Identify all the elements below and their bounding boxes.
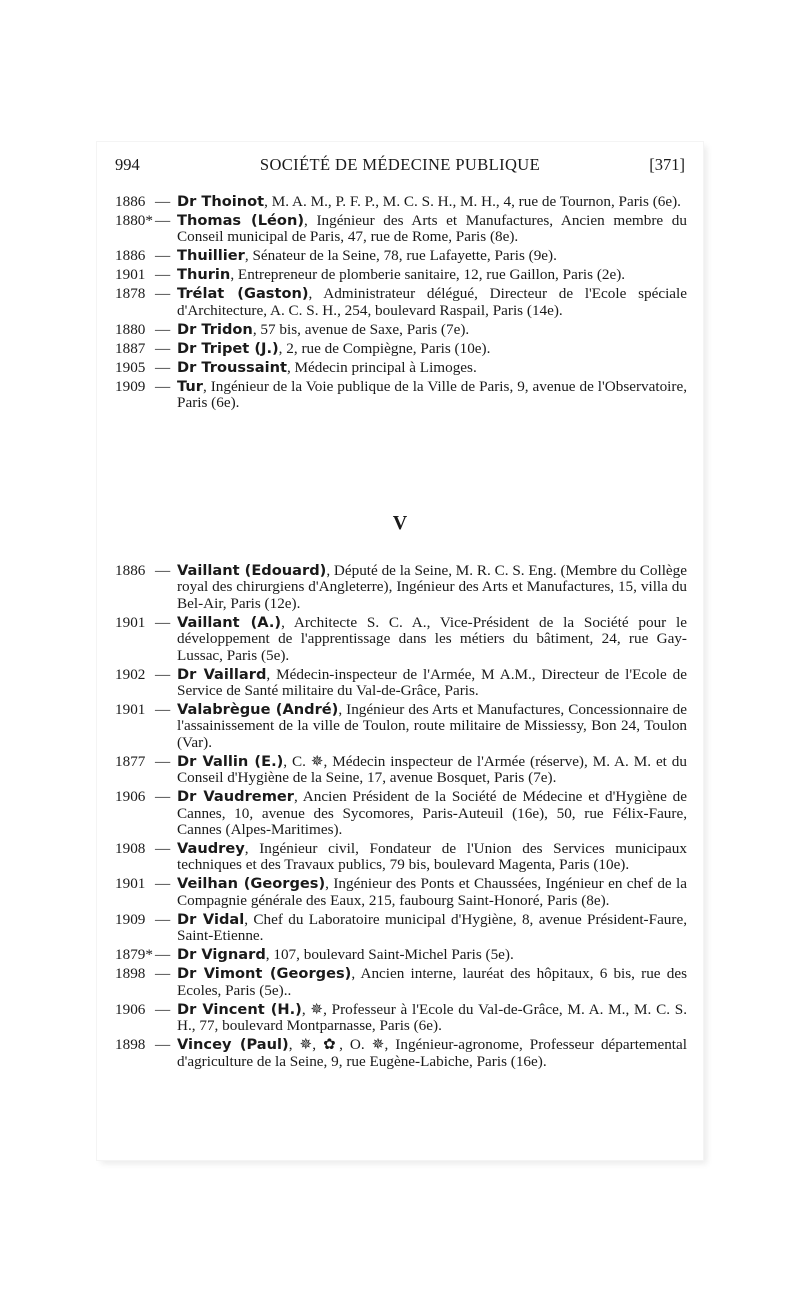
entry-year: 1908 (115, 840, 146, 858)
entry-text (177, 379, 687, 412)
entry-dash: — (155, 965, 171, 983)
member-name: Vaillant (Edouard) (177, 562, 327, 579)
member-entry (115, 563, 687, 612)
entry-dash: — (155, 358, 171, 376)
member-details: , Ingénieur de la Voie publique de la Ville de Paris, 9, avenue de l'Observatoire, Paris (6e). (177, 377, 687, 412)
member-entry (115, 341, 687, 357)
member-name: Thomas (Léon) (177, 212, 304, 229)
member-name: Dr Vincent (H.) (177, 1000, 302, 1018)
entry-dash: — (155, 665, 171, 683)
member-details: , Député de la Seine, M. R. C. S. Eng. (Membre du Collège royal des chirurgiens d'Angleterre), Ingénieur des Arts et Manufactures, 15, villa du Bel-Air, Paris (12e). (177, 562, 687, 612)
member-details: , Entrepreneur de plomberie sanitaire, 12, rue Gaillon, Paris (2e). (230, 266, 626, 284)
entry-dash: — (155, 339, 171, 357)
member-entry (115, 702, 687, 751)
member-entry (115, 912, 687, 945)
member-entry (115, 947, 687, 963)
entry-year: 1886 (115, 562, 146, 579)
member-details: , Ingénieur civil, Fondateur de l'Union des Services municipaux techniques et des Travaux publics, 79 bis, boulevard Magenta, Paris (10e). (177, 840, 687, 874)
entry-year: 1886 (115, 193, 146, 210)
member-name: Veilhan (Georges) (177, 875, 326, 893)
entry-dash: — (155, 701, 171, 719)
member-details: , Administrateur délégué, Directeur de l'Ecole spéciale d'Architecture, A. C. S. H., 254, boulevard Raspail, Paris (14e). (177, 285, 687, 319)
entry-dash: — (155, 562, 171, 579)
page-reference: [371] (649, 155, 685, 174)
member-details: , Ingénieur des Arts et Manufactures, Concessionnaire de l'assainissement de la ville de Toulon, route militaire de Missiessy, Bon 24, Toulon (Var). (177, 701, 687, 751)
member-name: Thuillier (177, 247, 245, 265)
member-name: Vaudrey (177, 840, 245, 858)
member-name: Dr Vaudremer (177, 788, 295, 806)
entry-dash: — (155, 946, 171, 964)
member-entry (115, 322, 687, 338)
entry-year: 1901 (115, 701, 146, 719)
member-entry (115, 754, 687, 787)
entry-text (177, 194, 687, 210)
entry-text (177, 966, 687, 999)
entry-text (177, 912, 687, 945)
member-name: Dr Vaillard (177, 665, 267, 683)
entry-dash: — (155, 247, 171, 265)
entry-dash: — (155, 1000, 171, 1018)
member-list-t (115, 194, 687, 414)
entry-year: 1878 (115, 285, 146, 303)
entry-text (177, 322, 687, 338)
entry-year: 1909 (115, 377, 146, 395)
entry-text (177, 1037, 687, 1070)
entry-text (177, 841, 687, 874)
member-entry (115, 286, 687, 319)
entry-year: 1906 (115, 788, 146, 806)
entry-year: 1898 (115, 965, 146, 983)
entry-dash: — (155, 285, 171, 303)
member-entry (115, 194, 687, 210)
entry-year: 1886 (115, 247, 146, 265)
member-details: , 57 bis, avenue de Saxe, Paris (7e). (252, 320, 470, 338)
entry-year: 1901 (115, 266, 146, 284)
entry-dash: — (155, 752, 171, 770)
member-entry (115, 615, 687, 664)
member-name: Dr Tridon (177, 320, 253, 338)
entry-year: 1880 (115, 320, 146, 338)
entry-year: 1898 (115, 1036, 146, 1054)
entry-text (177, 267, 687, 283)
entry-text (177, 341, 687, 357)
entry-dash: — (155, 212, 171, 229)
entry-dash: — (155, 1036, 171, 1054)
entry-text (177, 667, 687, 700)
section-letter: V (392, 512, 408, 534)
entry-text (177, 286, 687, 319)
member-entry (115, 966, 687, 999)
page-title: SOCIÉTÉ DE MÉDECINE PUBLIQUE (259, 155, 541, 174)
entry-dash: — (155, 910, 171, 928)
entry-text (177, 213, 687, 246)
entry-text (177, 248, 687, 264)
member-name: Dr Vignard (177, 946, 266, 964)
member-name: Dr Vallin (E.) (177, 752, 284, 770)
member-details: , ✵, ✿, O. ✵, Ingénieur-agronome, Professeur départemental d'agriculture de la Seine, 9, rue Eugène-Labiche, Paris (16e). (177, 1036, 687, 1070)
entry-dash: — (155, 266, 171, 284)
member-name: Dr Thoinot (177, 193, 265, 210)
entry-dash: — (155, 193, 171, 210)
member-entry (115, 248, 687, 264)
entry-year: 1902 (115, 665, 146, 683)
member-details: , Ancien interne, lauréat des hôpitaux, 6 bis, rue des Ecoles, Paris (5e).. (177, 965, 687, 999)
entry-dash: — (155, 840, 171, 858)
entry-year: 1905 (115, 358, 146, 376)
entry-dash: — (155, 788, 171, 806)
member-entry (115, 876, 687, 909)
member-name: Valabrègue (André) (177, 701, 339, 719)
member-name: Dr Troussaint (177, 358, 287, 376)
member-details: , Ingénieur des Arts et Manufactures, Ancien membre du Conseil municipal de Paris, 47, rue de Rome, Paris (8e). (177, 212, 687, 246)
entry-text (177, 702, 687, 751)
entry-year: 1880* (115, 212, 153, 229)
member-details: , Sénateur de la Seine, 78, rue Lafayette, Paris (9e). (244, 247, 557, 265)
member-entry (115, 667, 687, 700)
member-name: Trélat (Gaston) (177, 285, 309, 303)
member-details: , Médecin-inspecteur de l'Armée, M A.M., Directeur de l'Ecole de Service de Santé militaire du Val-de-Grâce, Paris. (177, 665, 687, 700)
member-details: , C. ✵, Médecin inspecteur de l'Armée (réserve), M. A. M. et du Conseil d'Hygiène de la Seine, 17, avenue Bosquet, Paris (7e). (177, 752, 687, 787)
member-details: , Ingénieur des Ponts et Chaussées, Ingénieur en chef de la Compagnie générale des Eaux, 215, faubourg Saint-Honoré, Paris (8e). (177, 875, 688, 909)
member-details: , Ancien Président de la Société de Médecine et d'Hygiène de Cannes, 10, avenue des Sycomores, Paris-Auteuil (16e), 50, rue Félix-Faure, Cannes (Alpes-Maritimes). (177, 788, 688, 839)
member-entry (115, 841, 687, 874)
member-details: , 107, boulevard Saint-Michel Paris (5e). (265, 946, 514, 964)
entry-year: 1887 (115, 339, 146, 357)
member-name: Tur (177, 377, 203, 395)
entry-text (177, 615, 687, 664)
member-name: Vaillant (A.) (177, 613, 282, 631)
member-name: Thurin (177, 266, 231, 284)
entry-year: 1901 (115, 613, 146, 631)
entry-text (177, 789, 687, 838)
entry-dash: — (155, 320, 171, 338)
entry-dash: — (155, 875, 171, 893)
member-entry (115, 213, 687, 246)
entry-year: 1909 (115, 910, 146, 928)
member-name: Dr Vimont (Georges) (177, 965, 352, 983)
member-entry (115, 267, 687, 283)
member-details: , ✵, Professeur à l'Ecole du Val-de-Grâce, M. A. M., M. C. S. H., 77, boulevard Montparnasse, Paris (6e). (177, 1000, 687, 1035)
entry-dash: — (155, 613, 171, 631)
member-entry (115, 1002, 687, 1035)
member-entry (115, 379, 687, 412)
entry-text (177, 947, 687, 963)
entry-text (177, 876, 687, 909)
member-entry (115, 789, 687, 838)
member-name: Vincey (Paul) (177, 1036, 289, 1054)
page-number: 994 (115, 155, 140, 174)
entry-text (177, 754, 687, 787)
member-name: Dr Tripet (J.) (177, 339, 279, 357)
member-entry (115, 1037, 687, 1070)
member-details: , 2, rue de Compiègne, Paris (10e). (278, 339, 491, 357)
member-name: Dr Vidal (177, 910, 245, 928)
entry-year: 1901 (115, 875, 146, 893)
member-details: , Chef du Laboratoire municipal d'Hygiène, 8, avenue Président-Faure, Saint-Etienne. (177, 910, 687, 945)
entry-text (177, 563, 687, 612)
running-header (115, 155, 685, 179)
member-details: , Médecin principal à Limoges. (286, 358, 477, 376)
entry-text (177, 360, 687, 376)
entry-year: 1879* (115, 946, 153, 964)
entry-year: 1877 (115, 752, 146, 770)
member-details: , Architecte S. C. A., Vice-Président de la Société pour le développement de l'apprentissage dans les métiers du bâtiment, 24, rue Gay-Lussac, Paris (5e). (177, 613, 687, 664)
member-list-v (115, 563, 687, 1073)
member-details: , M. A. M., P. F. P., M. C. S. H., M. H., 4, rue de Tournon, Paris (6e). (264, 193, 681, 210)
member-entry (115, 360, 687, 376)
entry-dash: — (155, 377, 171, 395)
entry-text (177, 1002, 687, 1035)
entry-year: 1906 (115, 1000, 146, 1018)
